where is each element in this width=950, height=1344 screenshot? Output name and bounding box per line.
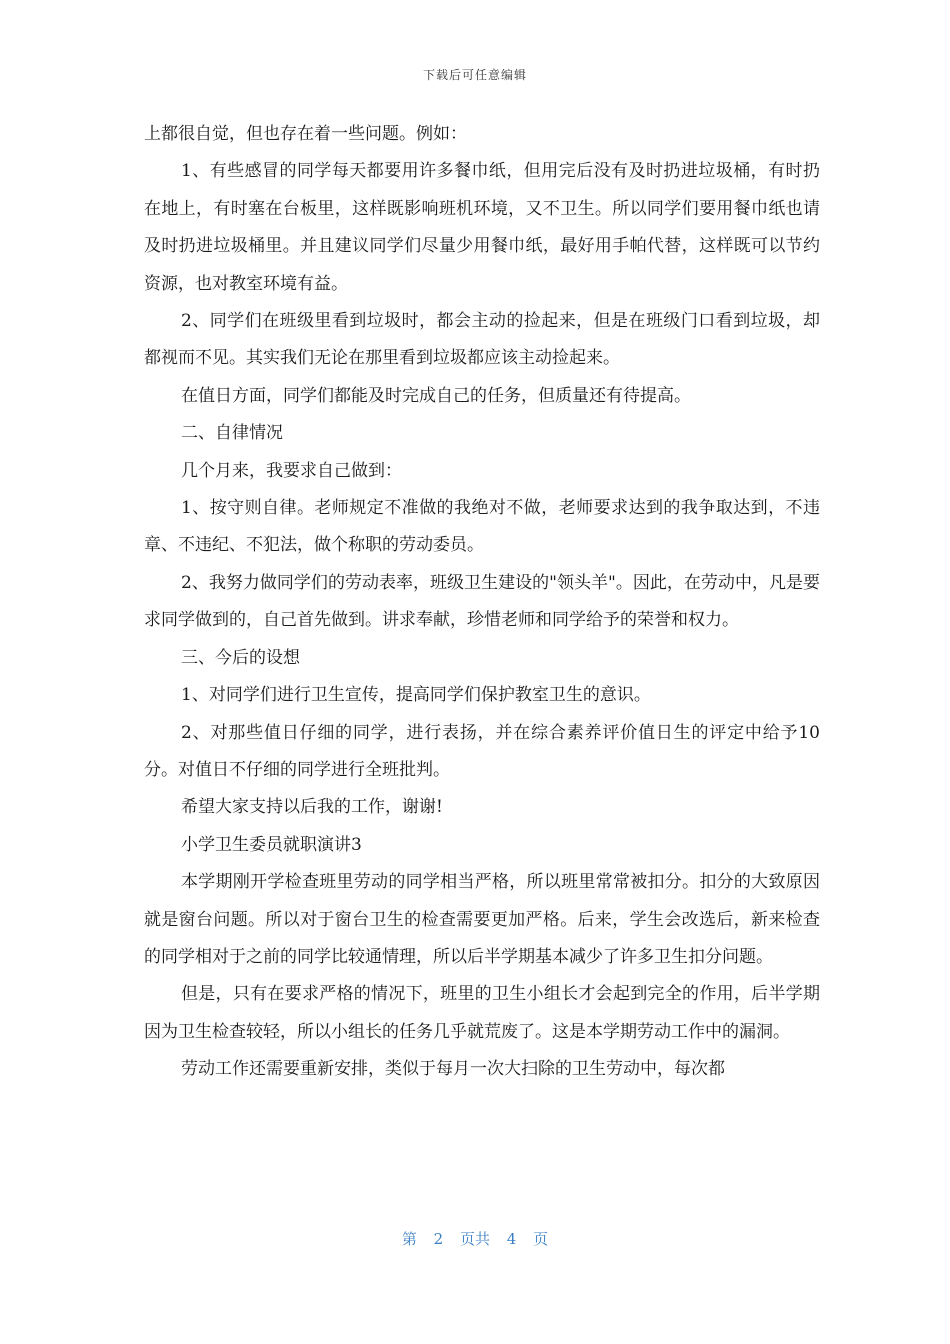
paragraph: 但是，只有在要求严格的情况下，班里的卫生小组长才会起到完全的作用，后半学期因为卫生检查较轻，所以小组长的任务几乎就荒废了。这是本学期劳动工作中的漏洞。 — [144, 984, 820, 1042]
page-end-label: 页 — [533, 1230, 549, 1248]
page-header: 下载后可任意编辑 — [422, 68, 527, 82]
section-heading: 二、自律情况 — [181, 423, 283, 444]
paragraph: 劳动工作还需要重新安排，类似于每月一次大扫除的卫生劳动中，每次都 — [181, 1059, 725, 1080]
paragraph: 几个月来，我要求自己做到： — [181, 460, 402, 481]
current-page-number: 2 — [433, 1230, 444, 1248]
paragraph: 1、对同学们进行卫生宣传，提高同学们保护教室卫生的意识。 — [181, 685, 651, 706]
paragraph: 2、同学们在班级里看到垃圾时，都会主动的捡起来，但是在班级门口看到垃圾，却都视而不见。其实我们无论在那里看到垃圾都应该主动捡起来。 — [144, 311, 820, 369]
document-body — [144, 116, 820, 1089]
paragraph: 2、我努力做同学们的劳动表率，班级卫生建设的"领头羊"。因此，在劳动中，凡是要求同学做到的，自己首先做到。讲求奉献，珍惜老师和同学给予的荣誉和权力。 — [144, 572, 820, 631]
paragraph: 1、按守则自律。老师规定不准做的我绝对不做，老师要求达到的我争取达到，不违章、不违纪、不犯法，做个称职的劳动委员。 — [144, 498, 820, 556]
paragraph: 2、对那些值日仔细的同学，进行表扬，并在综合素养评价值日生的评定中给予10分。对值日不仔细的同学进行全班批判。 — [144, 722, 820, 780]
section-heading: 三、今后的设想 — [181, 647, 300, 668]
paragraph: 1、有些感冒的同学每天都要用许多餐巾纸，但用完后没有及时扔进垃圾桶，有时扔在地上，有时塞在台板里，这样既影响班机环境，又不卫生。所以同学们要用餐巾纸也请及时扔进垃圾桶里。并且建议同学们尽量少用餐巾纸，最好用手帕代替，这样既可以节约资源，也对教室环境有益。 — [144, 161, 820, 294]
paragraph: 在值日方面，同学们都能及时完成自己的任务，但质量还有待提高。 — [181, 385, 691, 406]
paragraph: 上都很自觉，但也存在着一些问题。例如： — [144, 124, 467, 144]
total-label: 页共 — [459, 1230, 490, 1248]
page-label: 第 — [401, 1230, 417, 1248]
section-title: 小学卫生委员就职演讲3 — [181, 834, 362, 855]
total-page-number: 4 — [506, 1230, 517, 1248]
paragraph: 希望大家支持以后我的工作，谢谢! — [181, 797, 443, 818]
paragraph: 本学期刚开学检查班里劳动的同学相当严格，所以班里常常被扣分。扣分的大致原因就是窗台问题。所以对于窗台卫生的检查需要更加严格。后来，学生会改选后，新来检查的同学相对于之前的同学比较通情理，所以后半学期基本减少了许多卫生扣分问题。 — [144, 872, 820, 967]
page-footer — [0, 1228, 950, 1249]
